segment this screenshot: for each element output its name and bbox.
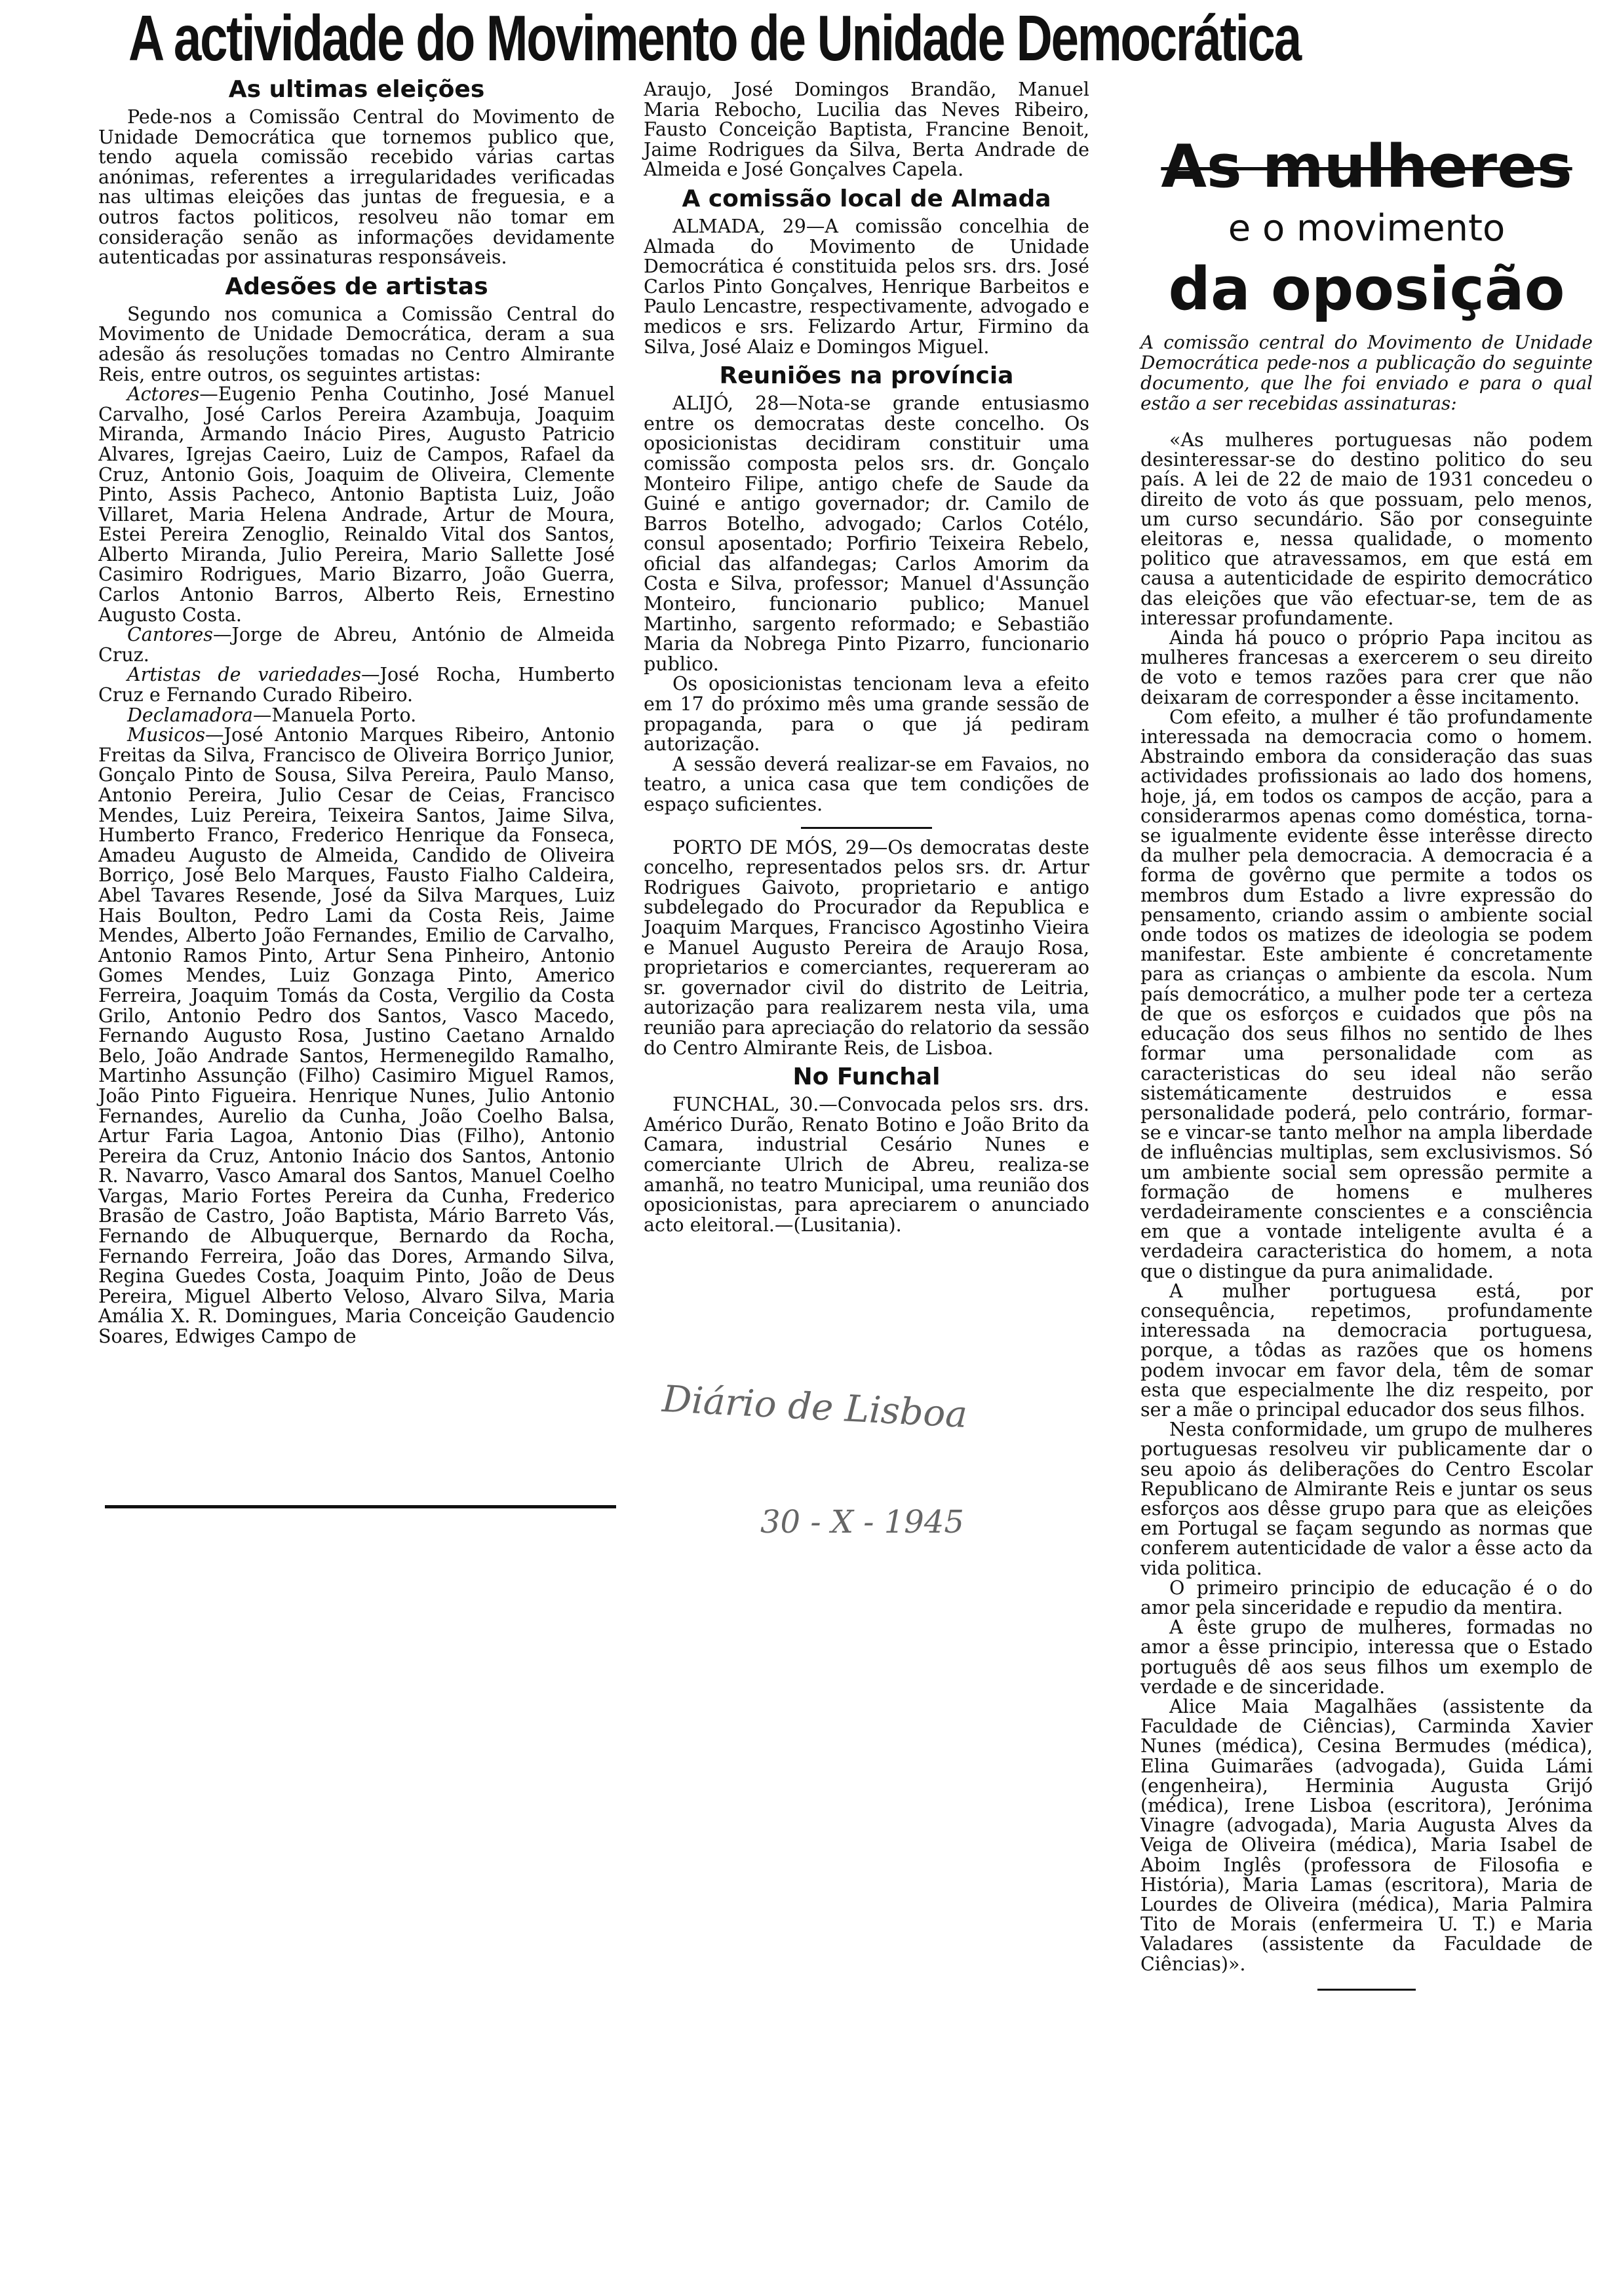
label-musicos: Musicos xyxy=(127,724,206,746)
subhead-adesoes-artistas: Adesões de artistas xyxy=(225,273,488,300)
subhead-funchal: No Funchal xyxy=(792,1063,941,1091)
paragraph: «As mulheres portuguesas não podem desinteressar-se do destino politico do seu país. A lei de 22 de maio de 1931 concedeu o direito de voto ás que possuam, pelo menos, um curso secundário. São por conseguinte eleitoras e, nessa qualidade, o momento politico que atravessamos, em que está em causa a autenticidade de espirito democrático das eleições que vão efectuar-se, tem de as interessar profundamente. xyxy=(1140,429,1593,629)
label-declamadora: Declamadora xyxy=(127,704,253,726)
paragraph-continued: Araujo, José Domingos Brandão, Manuel Maria Rebocho, Lucilia das Neves Ribeiro, Fausto Conceição Baptista, Francine Benoit, Jaime Rodrigues da Silva, Berta Andrade de Almeida e José Gonçalves Capela. xyxy=(644,79,1089,181)
rule-bottom-col2 xyxy=(590,1505,616,1508)
end-rule xyxy=(1317,1989,1416,1991)
artists-declamadora xyxy=(98,706,615,726)
divider xyxy=(801,827,932,829)
title-da-oposicao: da oposição xyxy=(1168,255,1565,324)
paragraph-porto-de-mos: PORTO DE MÓS, 29—Os democratas deste concelho, representados pelos srs. dr. Artur Rodrigues Gaivoto, proprietario e antigo subdelegado do Procurador da Republica e Joaquim Marques, Francisco Agostinho Vieira e Manuel Augusto Pereira de Araujo Rosa, proprietarios e comerciantes, requereram ao sr. governador civil do distrito de Leitria, autorização para realizarem nesta vila, uma reunião para apreciação do relatorio da sessão do Centro Almirante Reis, de Lisboa. xyxy=(644,836,1089,1059)
paragraph: A mulher portuguesa está, por consequência, repetimos, profundamente interessada na democracia portuguesa, porque, a tôdas as razões que os homens podem invocar em favor dela, têm de somar esta que especialmente lhe diz respeito, por ser a mãe o principal educador dos seus filhos. xyxy=(1140,1280,1593,1421)
handwritten-source: Diário de Lisboa xyxy=(661,1377,969,1437)
paragraph-almada: ALMADA, 29—A comissão concelhia de Almada do Movimento de Unidade Democrática é constituida pelos srs. drs. José Carlos Pinto Gonçalves, Henrique Barbeitos e Paulo Lencastre, respectivamente, advogado e medicos e srs. Felizardo Artur, Firmino da Silva, José Alaiz e Domingos Miguel. xyxy=(644,215,1089,358)
artists-cantores xyxy=(98,625,615,665)
paragraph: Ainda há pouco o próprio Papa incitou as mulheres francesas a exercerem o seu direito de voto e temos razões para crer que não deixaram de corresponder a êsse incitamento. xyxy=(1140,627,1593,708)
headline: A actividade do Movimento de Unidade Democrática xyxy=(128,2,1300,74)
paragraph: O primeiro principio de educação é o do amor pela sinceridade e repudio da mentira. xyxy=(1140,1577,1593,1618)
handwritten-date: 30 - X - 1945 xyxy=(760,1504,964,1540)
paragraph-alijo-2: Os oposicionistas tencionam leva a efeito em 17 do próximo mês uma grande sessão de propaganda, para o que já pediram autorização. xyxy=(644,673,1089,756)
actores-list: —Eugenio Penha Coutinho, José Manuel Carvalho, José Carlos Pereira Azambuja, Joaquim Miranda, Armando Inácio Pires, Augusto Patricio Alvares, Igrejas Caeiro, Luiz de Campos, Rafael da Cruz, Antonio Gois, Joaquim de Oliveira, Clemente Pinto, Assis Pacheco, Antonio Baptista Luiz, João Villaret, Maria Helena Andrade, Artur de Moura, Estei Pereira Zenoglio, Reinaldo Vital dos Santos, Alberto Miranda, Julio Pereira, Mario Sallette José Casimiro Rodrigues, Mario Bizarro, João Guerra, Carlos Antonio Barros, Alberto Reis, Ernestino Augusto Costa. xyxy=(98,383,615,626)
declamadora-list: —Manuela Porto. xyxy=(252,704,417,726)
paragraph: Com efeito, a mulher é tão profundamente interessada na democracia como o homem. Abstraindo embora da consideração das suas actividades profissionais ao lado dos homens, hoje, já, em todos os campos de acção, para a considerarmos apenas como doméstica, torna-se igualmente evidente êsse interêsse directo da mulher pela democracia. A democracia é a forma de govêrno que permite a todos os membros dum Estado a livre expressão do pensamento, criando assim o ambiente social onde todos os matizes de ideologia se podem manifestar. Este ambiente é concretamente para as crianças o ambiente da escola. Num país democrático, a mulher pode ter a certeza de que os esforços e cuidados que pôs na educação dos seus filhos no sentido de lhes formar uma personalidade com as caracteristicas do seu ideal não serão sistemáticamente destruidos e essa personalidade poderá, pelo contrário, formar-se e vincar-se tanto melhor na ampla liberdade de influências multiplas, sem exclusivismos. Só um ambiente social sem opressão permite a formação de homens e mulheres verdadeiramente conscientes e a consciência em que a vontade inteligente avulta é a verdadeira caracteristica do homem, a nota que o distingue da pura animalidade. xyxy=(1140,706,1593,1282)
column-1 xyxy=(98,71,615,1347)
cantores-list: —Jorge de Abreu, António de Almeida Cruz. xyxy=(98,624,615,666)
paragraph-alijo: ALIJÓ, 28—Nota-se grande entusiasmo entre os democratas deste concelho. Os oposicionistas decidiram constituir uma comissão composta pelos srs. dr. Gonçalo Monteiro Filipe, antigo chefe de Saude da Guiné e antigo governador; dr. Camilo de Barros Botelho, advogado; Carlos Cotélo, consul aposentado; Porfirio Teixeira Rebelo, oficial das alfandegas; Carlos Amorim da Costa e Silva, professor; Manuel d'Assunção Monteiro, funcionario publico; Manuel Martinho, sargento reformado; e Sebastião Maria da Nobrega Pinto Pizarro, funcionario publico. xyxy=(644,392,1089,675)
title-as-mulheres: As mulheres xyxy=(1161,132,1572,201)
column-3 xyxy=(1140,134,1593,1991)
subhead-ultimas-eleicoes: As ultimas eleições xyxy=(228,76,485,103)
paragraph: Pede-nos a Comissão Central do Movimento de Unidade Democrática que tornemos publico que, tendo aquela comissão recebido várias cartas anónimas, referentes a irregularidades verificadas nas ultimas eleições das juntas de freguesia, e a outros factos politicos, resolveu não tomar em consideração senão as informações devidamente autenticadas por assinaturas responsáveis. xyxy=(98,106,615,269)
paragraph: Nesta conformidade, um grupo de mulheres portuguesas resolveu vir publicamente dar o seu apoio ás deliberações do Centro Escolar Republicano de Almirante Reis e juntar os seus esforços aos dêsse grupo para que as eleições em Portugal se façam segundo as normas que conferem autenticidade de valor a êsse acto da vida politica. xyxy=(1140,1419,1593,1579)
artists-variedades xyxy=(98,665,615,705)
label-actores: Actores xyxy=(127,383,200,406)
paragraph-alijo-3: A sessão deverá realizar-se em Favaios, no teatro, a unica casa que tem condições de espaço suficientes. xyxy=(644,753,1089,815)
paragraph: A êste grupo de mulheres, formadas no amor a êsse principio, interessa que o Estado português dê aos seus filhos um exemplo de verdade e de sinceridade. xyxy=(1140,1617,1593,1698)
musicos-list: —José Antonio Marques Ribeiro, Antonio Freitas da Silva, Francisco de Oliveira Borriço Junior, Gonçalo Pinto de Sousa, Silva Pereira, Paulo Manso, Antonio Pereira, Julio Cesar de Ceias, Francisco Mendes, Luiz Pereira, Teixeira Santos, Jaime Silva, Humberto Franco, Frederico Henrique da Fonseca, Amadeu Augusto de Almeida, Candido de Oliveira Borriço, José Belo Marques, Fausto Fialho Caldeira, Abel Tavares Resende, José da Silva Marques, Luiz Hais Boulton, Pedro Lami da Costa Reis, Jaime Mendes, Alberto João Fernandes, Emilio de Carvalho, Antonio Ramos Pinto, Artur Sena Pinheiro, Antonio Gomes Mendes, Luiz Gonzaga Pinto, Americo Ferreira, Joaquim Tomás da Costa, Vergilio da Costa Grilo, Antonio Pedro dos Santos, Vasco Macedo, Fernando Augusto Rosa, Justino Caetano Arnaldo Belo, João Andrade Santos, Hermenegildo Ramalho, Martinho Assunção (Filho) Casimiro Miguel Ramos, João Pinto Figueira. Henrique Nunes, Julio Antonio Fernandes, Aurelio da Cunha, João Coelho Balsa, Artur Faria Lagoa, Antonio Dias (Filho), Antonio Pereira da Cruz, Antonio Inácio dos Santos, Antonio R. Navarro, Vasco Amaral dos Santos, Manuel Coelho Vargas, Mario Fortes Pereira da Cunha, Frederico Brasão de Castro, João Baptista, Mário Barreto Vás, Fernando de Albuquerque, Bernardo da Rocha, Fernando Ferreira, João das Dores, Armando Silva, Regina Guedes Costa, Joaquim Pinto, João de Deus Pereira, Miguel Alberto Veloso, Alvaro Silva, Maria Amália X. R. Domingues, Maria Conceição Gaudencio Soares, Edwiges Campo de xyxy=(98,724,615,1348)
subhead-almada: A comissão local de Almada xyxy=(682,185,1051,212)
variedades-list: —José Rocha, Humberto Cruz e Fernando Curado Ribeiro. xyxy=(98,664,615,706)
column-2 xyxy=(644,80,1089,1235)
label-variedades: Artistas de variedades xyxy=(127,664,362,686)
paragraph: Segundo nos comunica a Comissão Central do Movimento de Unidade Democrática, deram a sua adesão ás resoluções tomadas no Centro Almirante Reis, entre outros, os seguintes artistas: xyxy=(98,303,615,385)
lede: A comissão central do Movimento de Unidade Democrática pede-nos a publicação do seguinte documento, que lhe foi enviado e para o qual estão a ser recebidas assinaturas: xyxy=(1140,332,1593,414)
artists-actores xyxy=(98,385,615,625)
label-cantores: Cantores xyxy=(127,624,213,646)
title-e-o-movimento: e o movimento xyxy=(1228,207,1506,250)
paragraph-signatories: Alice Maia Magalhães (assistente da Faculdade de Ciências), Carminda Xavier Nunes (médica), Cesina Bermudes (médica), Elina Guimarães (advogada), Guida Lámi (engenheira), Herminia Augusta Grijó (médica), Irene Lisboa (escritora), Jerónima Vinagre (advogada), Maria Augusta Alves da Veiga de Oliveira (médica), Maria Isabel de Aboim Inglês (professora de Filosofia e História), Maria Lamas (escritora), Maria de Lourdes de Oliveira (médica), Maria Palmira Tito de Morais (enfermeira U. T.) e Maria Valadares (assistente da Faculdade de Ciências)». xyxy=(1140,1696,1593,1975)
artists-musicos xyxy=(98,725,615,1347)
subhead-provincia: Reuniões na província xyxy=(719,362,1014,390)
article-body xyxy=(1140,430,1593,1991)
paragraph-funchal: FUNCHAL, 30.—Convocada pelos srs. drs. Américo Durão, Renato Botino e João Brito da Camara, industrial Cesário Nunes e comerciante Ulrich de Abreu, realiza-se amanhã, no teatro Municipal, uma reunião dos oposicionistas, para apreciarem o anunciado acto eleitoral.—(Lusitania). xyxy=(644,1094,1089,1236)
rule-bottom-col1 xyxy=(105,1505,616,1508)
